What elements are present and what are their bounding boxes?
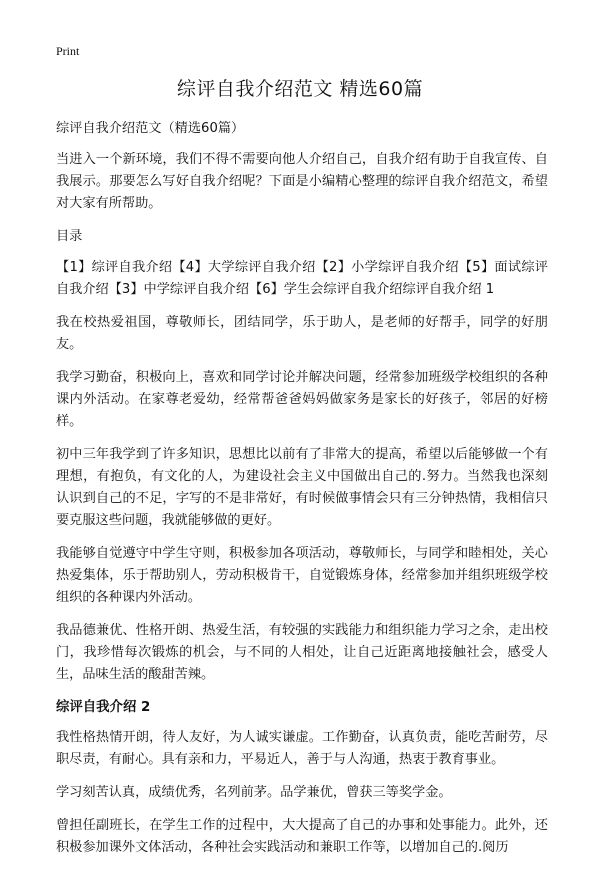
toc-list: 【1】综评自我介绍【4】大学综评自我介绍【2】小学综评自我介绍【5】面试综评自我介绍【3】中学综评自我介绍【6】学生会综评自我介绍综评自我介绍 1	[56, 260, 548, 297]
print-label: Print	[56, 44, 80, 58]
page-title: 综评自我介绍范文 精选60篇	[176, 78, 424, 100]
body-paragraph: 学习刻苦认真，成绩优秀，名列前茅。品学兼优，曾获三等奖学金。	[56, 785, 452, 800]
toc-heading: 目录	[56, 229, 83, 244]
document-subtitle: 综评自我介绍范文（精选60篇）	[56, 121, 245, 136]
body-paragraph: 我学习勤奋，积极向上，喜欢和同学讨论并解决问题，经常参加班级学校组织的各种课内外活动。在家尊老爱幼，经常帮爸爸妈妈做家务是家长的好孩子，邻居的好榜样。	[56, 370, 548, 429]
section-heading: 综评自我介绍 2	[56, 700, 151, 715]
intro-paragraph: 当进入一个新环境，我们不得不需要向他人介绍自己，自我介绍有助于自我宣传、自我展示。那要怎么写好自我介绍呢？下面是小编精心整理的综评自我介绍范文，希望对大家有所帮助。	[56, 152, 548, 211]
body-paragraph: 我性格热情开朗，待人友好，为人诚实谦虚。工作勤奋，认真负责，能吃苦耐劳，尽职尽责，有耐心。具有亲和力，平易近人，善于与人沟通，热衷于教育事业。	[56, 730, 548, 767]
body-paragraph: 我在校热爱祖国，尊敬师长，团结同学，乐于助人，是老师的好帮手，同学的好朋友。	[56, 315, 548, 352]
body-paragraph: 初中三年我学到了许多知识，思想比以前有了非常大的提高，希望以后能够做一个有理想，有抱负，有文化的人，为建设社会主义中国做出自己的.努力。当然我也深刻认识到自己的不足，字写的不是非常好，有时候做事情会只有三分钟热情，我相信只要克服这些问题，我就能够做的更好。	[56, 447, 548, 528]
document-body	[56, 118, 548, 870]
body-paragraph: 我能够自觉遵守中学生守则，积极参加各项活动，尊敬师长，与同学和睦相处，关心热爱集体，乐于帮助别人，劳动积极肯干，自觉锻炼身体，经常参加并组织班级学校组织的各种课内外活动。	[56, 546, 548, 605]
body-paragraph: 我品德兼优、性格开朗、热爱生活，有较强的实践能力和组织能力学习之余，走出校门，我珍惜每次锻炼的机会，与不同的人相处，让自己近距离地接触社会，感受人生，品味生活的酸甜苦辣。	[56, 623, 548, 682]
body-paragraph: 曾担任副班长，在学生工作的过程中，大大提高了自己的办事和处事能力。此外，还积极参加课外文体活动，各种社会实践活动和兼职工作等，以增加自己的.阅历	[56, 818, 548, 855]
